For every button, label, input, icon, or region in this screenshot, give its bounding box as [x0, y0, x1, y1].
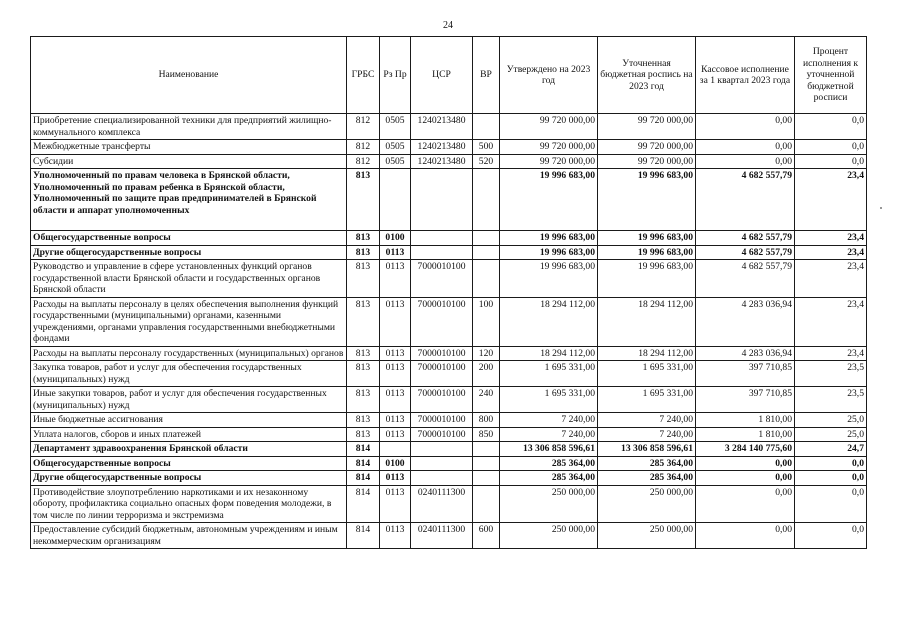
cell-grbs: 814	[347, 442, 380, 457]
cell-approved: 13 306 858 596,61	[500, 442, 598, 457]
cell-grbs: 812	[347, 114, 380, 140]
cell-name: Другие общегосударственные вопросы	[31, 471, 347, 486]
table-row	[31, 442, 867, 457]
table-row	[31, 346, 867, 361]
cell-cash: 0,00	[696, 471, 795, 486]
cell-refined: 250 000,00	[598, 523, 696, 549]
cell-refined: 18 294 112,00	[598, 297, 696, 346]
cell-rzpr: 0113	[380, 413, 411, 428]
cell-vr	[473, 169, 500, 231]
cell-approved: 19 996 683,00	[500, 245, 598, 260]
table-row	[31, 260, 867, 298]
table-row	[31, 361, 867, 387]
cell-rzpr: 0113	[380, 523, 411, 549]
table-row	[31, 387, 867, 413]
cell-approved: 7 240,00	[500, 413, 598, 428]
cell-grbs: 814	[347, 523, 380, 549]
cell-percent: 0,0	[795, 471, 867, 486]
cell-refined: 7 240,00	[598, 427, 696, 442]
table-row	[31, 140, 867, 155]
cell-approved: 1 695 331,00	[500, 361, 598, 387]
cell-name: Приобретение специализированной техники для предприятий жилищно-коммунального комплекса	[31, 114, 347, 140]
cell-csr	[411, 442, 473, 457]
cell-name: Расходы на выплаты персоналу государственных (муниципальных) органов	[31, 346, 347, 361]
cell-refined: 1 695 331,00	[598, 387, 696, 413]
cell-cash: 0,00	[696, 456, 795, 471]
cell-percent: 25,0	[795, 413, 867, 428]
column-header-rzpr: Рз Пр	[380, 37, 411, 114]
cell-vr: 600	[473, 523, 500, 549]
cell-vr	[473, 114, 500, 140]
cell-refined: 19 996 683,00	[598, 169, 696, 231]
cell-csr: 7000010100	[411, 346, 473, 361]
cell-percent: 23,4	[795, 231, 867, 246]
cell-name: Расходы на выплаты персоналу в целях обеспечения выполнения функций государственными (муниципальными) органами, казенными учреждениями, органами управления государственными внебюджетными фондами	[31, 297, 347, 346]
cell-rzpr: 0100	[380, 231, 411, 246]
cell-percent: 23,4	[795, 260, 867, 298]
cell-csr: 7000010100	[411, 387, 473, 413]
cell-cash: 4 682 557,79	[696, 245, 795, 260]
cell-refined: 99 720 000,00	[598, 140, 696, 155]
cell-refined: 19 996 683,00	[598, 245, 696, 260]
cell-approved: 19 996 683,00	[500, 231, 598, 246]
cell-rzpr: 0505	[380, 154, 411, 169]
cell-rzpr: 0113	[380, 346, 411, 361]
cell-rzpr: 0100	[380, 456, 411, 471]
cell-csr: 7000010100	[411, 427, 473, 442]
cell-grbs: 813	[347, 169, 380, 231]
column-header-percent: Процент исполнения к уточненной бюджетной росписи	[795, 37, 867, 114]
cell-grbs: 813	[347, 260, 380, 298]
cell-vr	[473, 456, 500, 471]
cell-csr: 7000010100	[411, 260, 473, 298]
cell-grbs: 812	[347, 140, 380, 155]
table-row	[31, 427, 867, 442]
cell-vr	[473, 485, 500, 523]
cell-grbs: 813	[347, 427, 380, 442]
table-header-row	[31, 37, 867, 114]
cell-csr	[411, 231, 473, 246]
cell-name: Субсидии	[31, 154, 347, 169]
table-row	[31, 231, 867, 246]
column-header-cash: Кассовое исполнение за 1 квартал 2023 года	[696, 37, 795, 114]
cell-cash: 0,00	[696, 140, 795, 155]
cell-percent: 23,5	[795, 361, 867, 387]
cell-cash: 4 682 557,79	[696, 260, 795, 298]
cell-rzpr: 0505	[380, 114, 411, 140]
cell-percent: 24,7	[795, 442, 867, 457]
cell-cash: 0,00	[696, 485, 795, 523]
cell-csr: 0240111300	[411, 523, 473, 549]
column-header-refined: Уточненная бюджетная роспись на 2023 год	[598, 37, 696, 114]
column-header-vr: ВР	[473, 37, 500, 114]
cell-name: Противодействие злоупотреблению наркотиками и их незаконному обороту, профилактика социально опасных форм поведения молодежи, в том числе по линии терроризма и экстремизма	[31, 485, 347, 523]
table-row	[31, 523, 867, 549]
column-header-csr: ЦСР	[411, 37, 473, 114]
cell-name: Общегосударственные вопросы	[31, 231, 347, 246]
cell-name: Иные бюджетные ассигнования	[31, 413, 347, 428]
cell-refined: 13 306 858 596,61	[598, 442, 696, 457]
cell-rzpr: 0113	[380, 361, 411, 387]
cell-percent: 23,4	[795, 297, 867, 346]
cell-cash: 397 710,85	[696, 361, 795, 387]
cell-approved: 99 720 000,00	[500, 154, 598, 169]
cell-approved: 99 720 000,00	[500, 140, 598, 155]
cell-vr: 500	[473, 140, 500, 155]
cell-name: Уплата налогов, сборов и иных платежей	[31, 427, 347, 442]
cell-csr: 1240213480	[411, 154, 473, 169]
cell-refined: 99 720 000,00	[598, 114, 696, 140]
table-row	[31, 154, 867, 169]
cell-approved: 18 294 112,00	[500, 346, 598, 361]
cell-name: Межбюджетные трансферты	[31, 140, 347, 155]
cell-approved: 250 000,00	[500, 485, 598, 523]
cell-vr	[473, 442, 500, 457]
cell-approved: 18 294 112,00	[500, 297, 598, 346]
table-row	[31, 471, 867, 486]
cell-rzpr: 0113	[380, 471, 411, 486]
cell-cash: 4 682 557,79	[696, 169, 795, 231]
table-row	[31, 245, 867, 260]
cell-name: Закупка товаров, работ и услуг для обеспечения государственных (муниципальных) нужд	[31, 361, 347, 387]
cell-percent: 0,0	[795, 485, 867, 523]
cell-rzpr	[380, 169, 411, 231]
cell-percent: 0,0	[795, 154, 867, 169]
cell-vr	[473, 471, 500, 486]
cell-csr: 1240213480	[411, 114, 473, 140]
cell-refined: 1 695 331,00	[598, 361, 696, 387]
cell-csr	[411, 456, 473, 471]
cell-approved: 285 364,00	[500, 471, 598, 486]
cell-rzpr: 0113	[380, 260, 411, 298]
cell-rzpr: 0113	[380, 387, 411, 413]
cell-cash: 4 283 036,94	[696, 346, 795, 361]
cell-name: Другие общегосударственные вопросы	[31, 245, 347, 260]
cell-rzpr: 0113	[380, 427, 411, 442]
cell-vr: 200	[473, 361, 500, 387]
cell-approved: 7 240,00	[500, 427, 598, 442]
cell-cash: 4 283 036,94	[696, 297, 795, 346]
cell-grbs: 813	[347, 297, 380, 346]
cell-csr: 7000010100	[411, 297, 473, 346]
cell-cash: 0,00	[696, 154, 795, 169]
cell-approved: 250 000,00	[500, 523, 598, 549]
cell-grbs: 813	[347, 245, 380, 260]
cell-csr	[411, 471, 473, 486]
cell-name: Иные закупки товаров, работ и услуг для обеспечения государственных (муниципальных) нужд	[31, 387, 347, 413]
cell-refined: 285 364,00	[598, 471, 696, 486]
cell-name: Уполномоченный по правам человека в Брянской области, Уполномоченный по правам ребенка в Брянской области, Уполномоченный по защите прав предпринимателей в Брянской области и аппарат уполномоченных	[31, 169, 347, 231]
cell-percent: 0,0	[795, 456, 867, 471]
cell-percent: 23,5	[795, 387, 867, 413]
cell-name: Предоставление субсидий бюджетным, автономным учреждениям и иным некоммерческим организациям	[31, 523, 347, 549]
cell-grbs: 813	[347, 387, 380, 413]
cell-cash: 1 810,00	[696, 427, 795, 442]
cell-grbs: 813	[347, 361, 380, 387]
cell-refined: 250 000,00	[598, 485, 696, 523]
cell-percent: 0,0	[795, 523, 867, 549]
cell-cash: 4 682 557,79	[696, 231, 795, 246]
cell-percent: 23,4	[795, 245, 867, 260]
cell-name: Общегосударственные вопросы	[31, 456, 347, 471]
cell-grbs: 814	[347, 471, 380, 486]
cell-csr	[411, 169, 473, 231]
cell-cash: 397 710,85	[696, 387, 795, 413]
cell-grbs: 813	[347, 231, 380, 246]
cell-csr: 1240213480	[411, 140, 473, 155]
cell-name: Руководство и управление в сфере установленных функций органов государственной власти Брянской области и государственных органов Брянской области	[31, 260, 347, 298]
cell-cash: 3 284 140 775,60	[696, 442, 795, 457]
cell-rzpr	[380, 442, 411, 457]
cell-rzpr: 0113	[380, 297, 411, 346]
column-header-grbs: ГРБС	[347, 37, 380, 114]
cell-vr: 240	[473, 387, 500, 413]
cell-refined: 19 996 683,00	[598, 260, 696, 298]
cell-percent: 25,0	[795, 427, 867, 442]
table-body	[31, 114, 867, 549]
cell-rzpr: 0113	[380, 485, 411, 523]
cell-rzpr: 0113	[380, 245, 411, 260]
cell-cash: 1 810,00	[696, 413, 795, 428]
cell-percent: 23,4	[795, 346, 867, 361]
table-row	[31, 297, 867, 346]
cell-grbs: 812	[347, 154, 380, 169]
cell-vr: 800	[473, 413, 500, 428]
cell-refined: 99 720 000,00	[598, 154, 696, 169]
cell-vr	[473, 260, 500, 298]
table-row	[31, 413, 867, 428]
cell-approved: 1 695 331,00	[500, 387, 598, 413]
cell-grbs: 813	[347, 346, 380, 361]
cell-percent: 23,4	[795, 169, 867, 231]
cell-vr: 520	[473, 154, 500, 169]
cell-refined: 19 996 683,00	[598, 231, 696, 246]
cell-refined: 18 294 112,00	[598, 346, 696, 361]
cell-cash: 0,00	[696, 523, 795, 549]
column-header-approved: Утверждено на 2023 год	[500, 37, 598, 114]
cell-vr	[473, 245, 500, 260]
cell-grbs: 813	[347, 413, 380, 428]
cell-refined: 285 364,00	[598, 456, 696, 471]
cell-name: Департамент здравоохранения Брянской области	[31, 442, 347, 457]
cell-cash: 0,00	[696, 114, 795, 140]
cell-csr: 0240111300	[411, 485, 473, 523]
cell-approved: 19 996 683,00	[500, 169, 598, 231]
budget-table	[30, 36, 867, 549]
cell-percent: 0,0	[795, 140, 867, 155]
cell-vr: 850	[473, 427, 500, 442]
cell-approved: 99 720 000,00	[500, 114, 598, 140]
cell-csr: 7000010100	[411, 413, 473, 428]
cell-grbs: 814	[347, 456, 380, 471]
cell-grbs: 814	[347, 485, 380, 523]
table-row	[31, 456, 867, 471]
cell-refined: 7 240,00	[598, 413, 696, 428]
table-row	[31, 169, 867, 231]
stray-mark	[880, 207, 882, 209]
page-number: 24	[443, 20, 453, 31]
table-row	[31, 485, 867, 523]
cell-vr: 120	[473, 346, 500, 361]
cell-approved: 19 996 683,00	[500, 260, 598, 298]
cell-vr	[473, 231, 500, 246]
cell-csr	[411, 245, 473, 260]
cell-rzpr: 0505	[380, 140, 411, 155]
cell-csr: 7000010100	[411, 361, 473, 387]
column-header-name: Наименование	[31, 37, 347, 114]
cell-approved: 285 364,00	[500, 456, 598, 471]
cell-percent: 0,0	[795, 114, 867, 140]
cell-vr: 100	[473, 297, 500, 346]
table-row	[31, 114, 867, 140]
